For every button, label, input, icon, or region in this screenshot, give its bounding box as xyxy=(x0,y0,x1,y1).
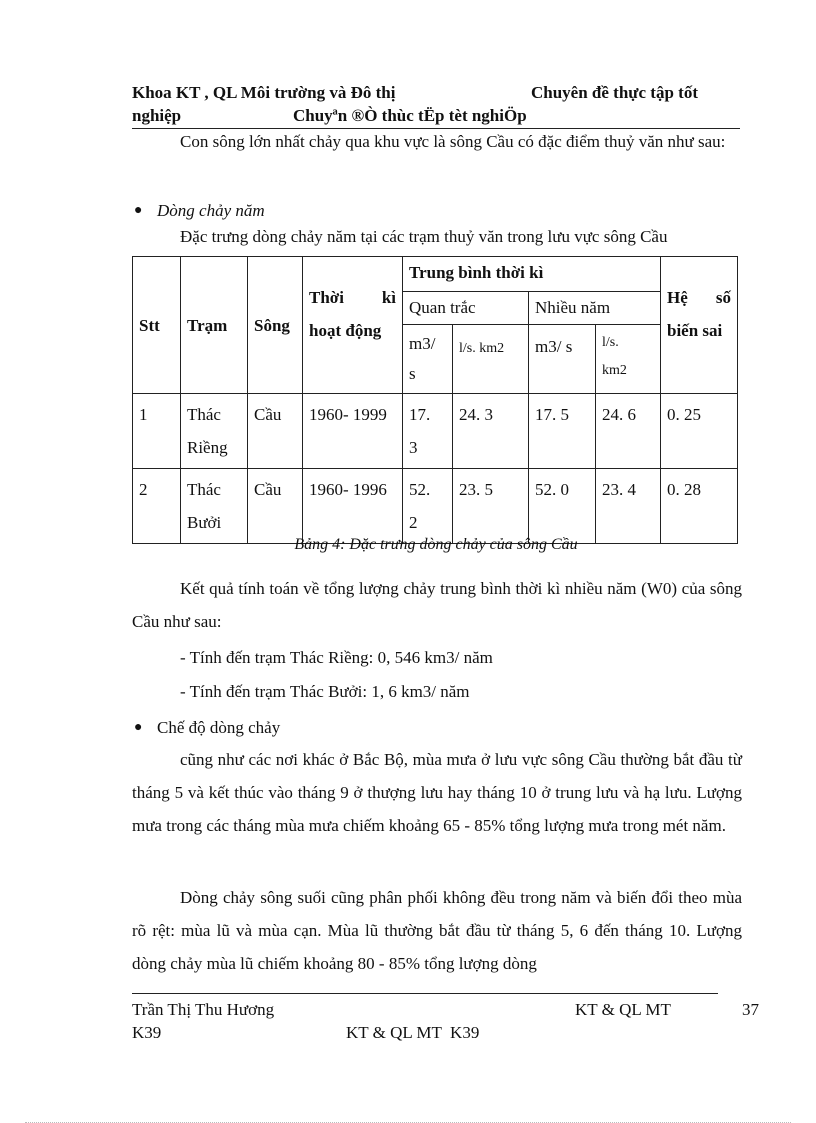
item-thac-rieng: - Tính đến trạm Thác Riềng: 0, 546 km3/ năm xyxy=(180,648,493,667)
result-paragraph: Kết quả tính toán về tổng lượng chảy trung bình thời kì nhiều năm (W0) của sông Cầu như sau: xyxy=(132,579,742,631)
unit-ls-km2-longterm xyxy=(596,325,661,394)
table-caption: Bảng 4: Đặc trưng dòng chảy của sông Cầu xyxy=(294,536,578,553)
cell-he-so: 0. 28 xyxy=(661,469,738,544)
cell-tram xyxy=(181,469,248,544)
unit-ls-km2-longterm-a: l/s. xyxy=(602,335,619,350)
cell-q1-b: 3 xyxy=(409,438,418,457)
cell-he-so: 0. 25 xyxy=(661,394,738,469)
paragraph-mua-mua: cũng như các nơi khác ở Bắc Bộ, mùa mưa ở lưu vực sông Cầu thường bắt đầu từ tháng 5 và kết thúc vào tháng 9 ở thượng lưu hay tháng 10 ở trung lưu và hạ lưu. Lượng mưa trong các tháng mùa mưa chiếm khoảng 65 - 85% tổng lượng mưa trong mét năm. xyxy=(132,750,742,835)
cell-q1 xyxy=(403,469,453,544)
col-nhieu-nam: Nhiều năm xyxy=(529,292,661,325)
col-he-so-word2: số xyxy=(715,288,731,307)
cell-q1-b: 2 xyxy=(409,513,418,532)
cell-q3: 52. 0 xyxy=(529,469,596,544)
col-thoi-ki-word1: Thời xyxy=(309,288,344,307)
cell-tram-a: Thác xyxy=(187,480,221,499)
unit-m3s-observed xyxy=(403,325,453,394)
flow-table xyxy=(132,256,738,544)
footer-dept-class: KT & QL MT K39 xyxy=(346,1023,480,1042)
col-trung-binh: Trung bình thời kì xyxy=(403,257,661,292)
table-row xyxy=(133,469,738,544)
cell-q1-a: 52. xyxy=(409,480,431,499)
col-he-so-word3: biến sai xyxy=(667,321,723,340)
unit-ls-km2-longterm-b: km2 xyxy=(602,363,627,378)
cell-tram-b: Bưởi xyxy=(187,513,222,532)
page-number: 37 xyxy=(742,1000,759,1019)
header-right: Chuyên đề thực tập tốt xyxy=(531,83,698,102)
col-thoi-ki-word3: hoạt động xyxy=(309,321,382,340)
cell-stt: 2 xyxy=(133,469,181,544)
cell-q2: 24. 3 xyxy=(453,394,529,469)
cell-q4: 23. 4 xyxy=(596,469,661,544)
unit-m3s-longterm: m3/ s xyxy=(529,325,596,394)
col-quan-trac: Quan trắc xyxy=(403,292,529,325)
col-he-so-word1: Hệ xyxy=(667,288,688,307)
cell-q2: 23. 5 xyxy=(453,469,529,544)
unit-ls-km2-observed: l/s. km2 xyxy=(453,325,529,394)
unit-m3s-observed-b: s xyxy=(409,364,416,383)
intro-paragraph: Con sông lớn nhất chảy qua khu vực là sông Cầu có đặc điểm thuỷ văn như sau: xyxy=(180,132,726,151)
footer-class: K39 xyxy=(132,1023,162,1042)
cell-thoi-ki: 1960- 1996 xyxy=(303,469,403,544)
paragraph-dong-chay: Dòng chảy sông suối cũng phân phối không đều trong năm và biến đổi theo mùa rõ rệt: mùa lũ và mùa cạn. Mùa lũ thường bắt đầu từ tháng 5, 6 đến tháng 10. Lượng dòng chảy mùa lũ chiếm khoảng 80 - 85% tổng lượng dòng xyxy=(132,888,742,973)
cell-thoi-ki: 1960- 1999 xyxy=(303,394,403,469)
cell-q3: 17. 5 xyxy=(529,394,596,469)
cell-q4: 24. 6 xyxy=(596,394,661,469)
col-tram: Trạm xyxy=(181,257,248,394)
bullet-dot-icon: ● xyxy=(134,203,143,218)
footer-rule xyxy=(132,993,718,994)
bullet-dong-chay-nam: Dòng chảy năm xyxy=(157,201,265,220)
header-line2-left: nghiệp xyxy=(132,106,182,125)
bullet-che-do-dong-chay: Chế độ dòng chảy xyxy=(157,718,281,737)
col-thoi-ki-word2: kì xyxy=(381,288,396,307)
header-line2-right: Chuyªn ®Ò thùc tËp tèt nghiÖp xyxy=(293,106,527,125)
bullet-dot-icon: ● xyxy=(134,720,143,735)
unit-m3s-observed-a: m3/ xyxy=(409,334,436,353)
table-row xyxy=(133,394,738,469)
col-he-so xyxy=(661,257,738,394)
cell-tram xyxy=(181,394,248,469)
cell-tram-b: Riềng xyxy=(187,438,228,457)
cell-song: Cầu xyxy=(248,394,303,469)
col-stt: Stt xyxy=(133,257,181,394)
cell-song: Cầu xyxy=(248,469,303,544)
cell-tram-a: Thác xyxy=(187,405,221,424)
footer-dept: KT & QL MT xyxy=(575,1000,671,1019)
footer-author: Trần Thị Thu Hương xyxy=(132,1000,275,1019)
col-thoi-ki xyxy=(303,257,403,394)
cell-q1 xyxy=(403,394,453,469)
col-song: Sông xyxy=(248,257,303,394)
item-thac-buoi: - Tính đến trạm Thác Bưởi: 1, 6 km3/ năm xyxy=(180,682,470,701)
cell-q1-a: 17. xyxy=(409,405,431,424)
cell-stt: 1 xyxy=(133,394,181,469)
header-left: Khoa KT , QL Môi trường và Đô thị xyxy=(132,83,396,102)
table-title: Đặc trưng dòng chảy năm tại các trạm thuỷ văn trong lưu vực sông Cầu xyxy=(180,227,668,246)
